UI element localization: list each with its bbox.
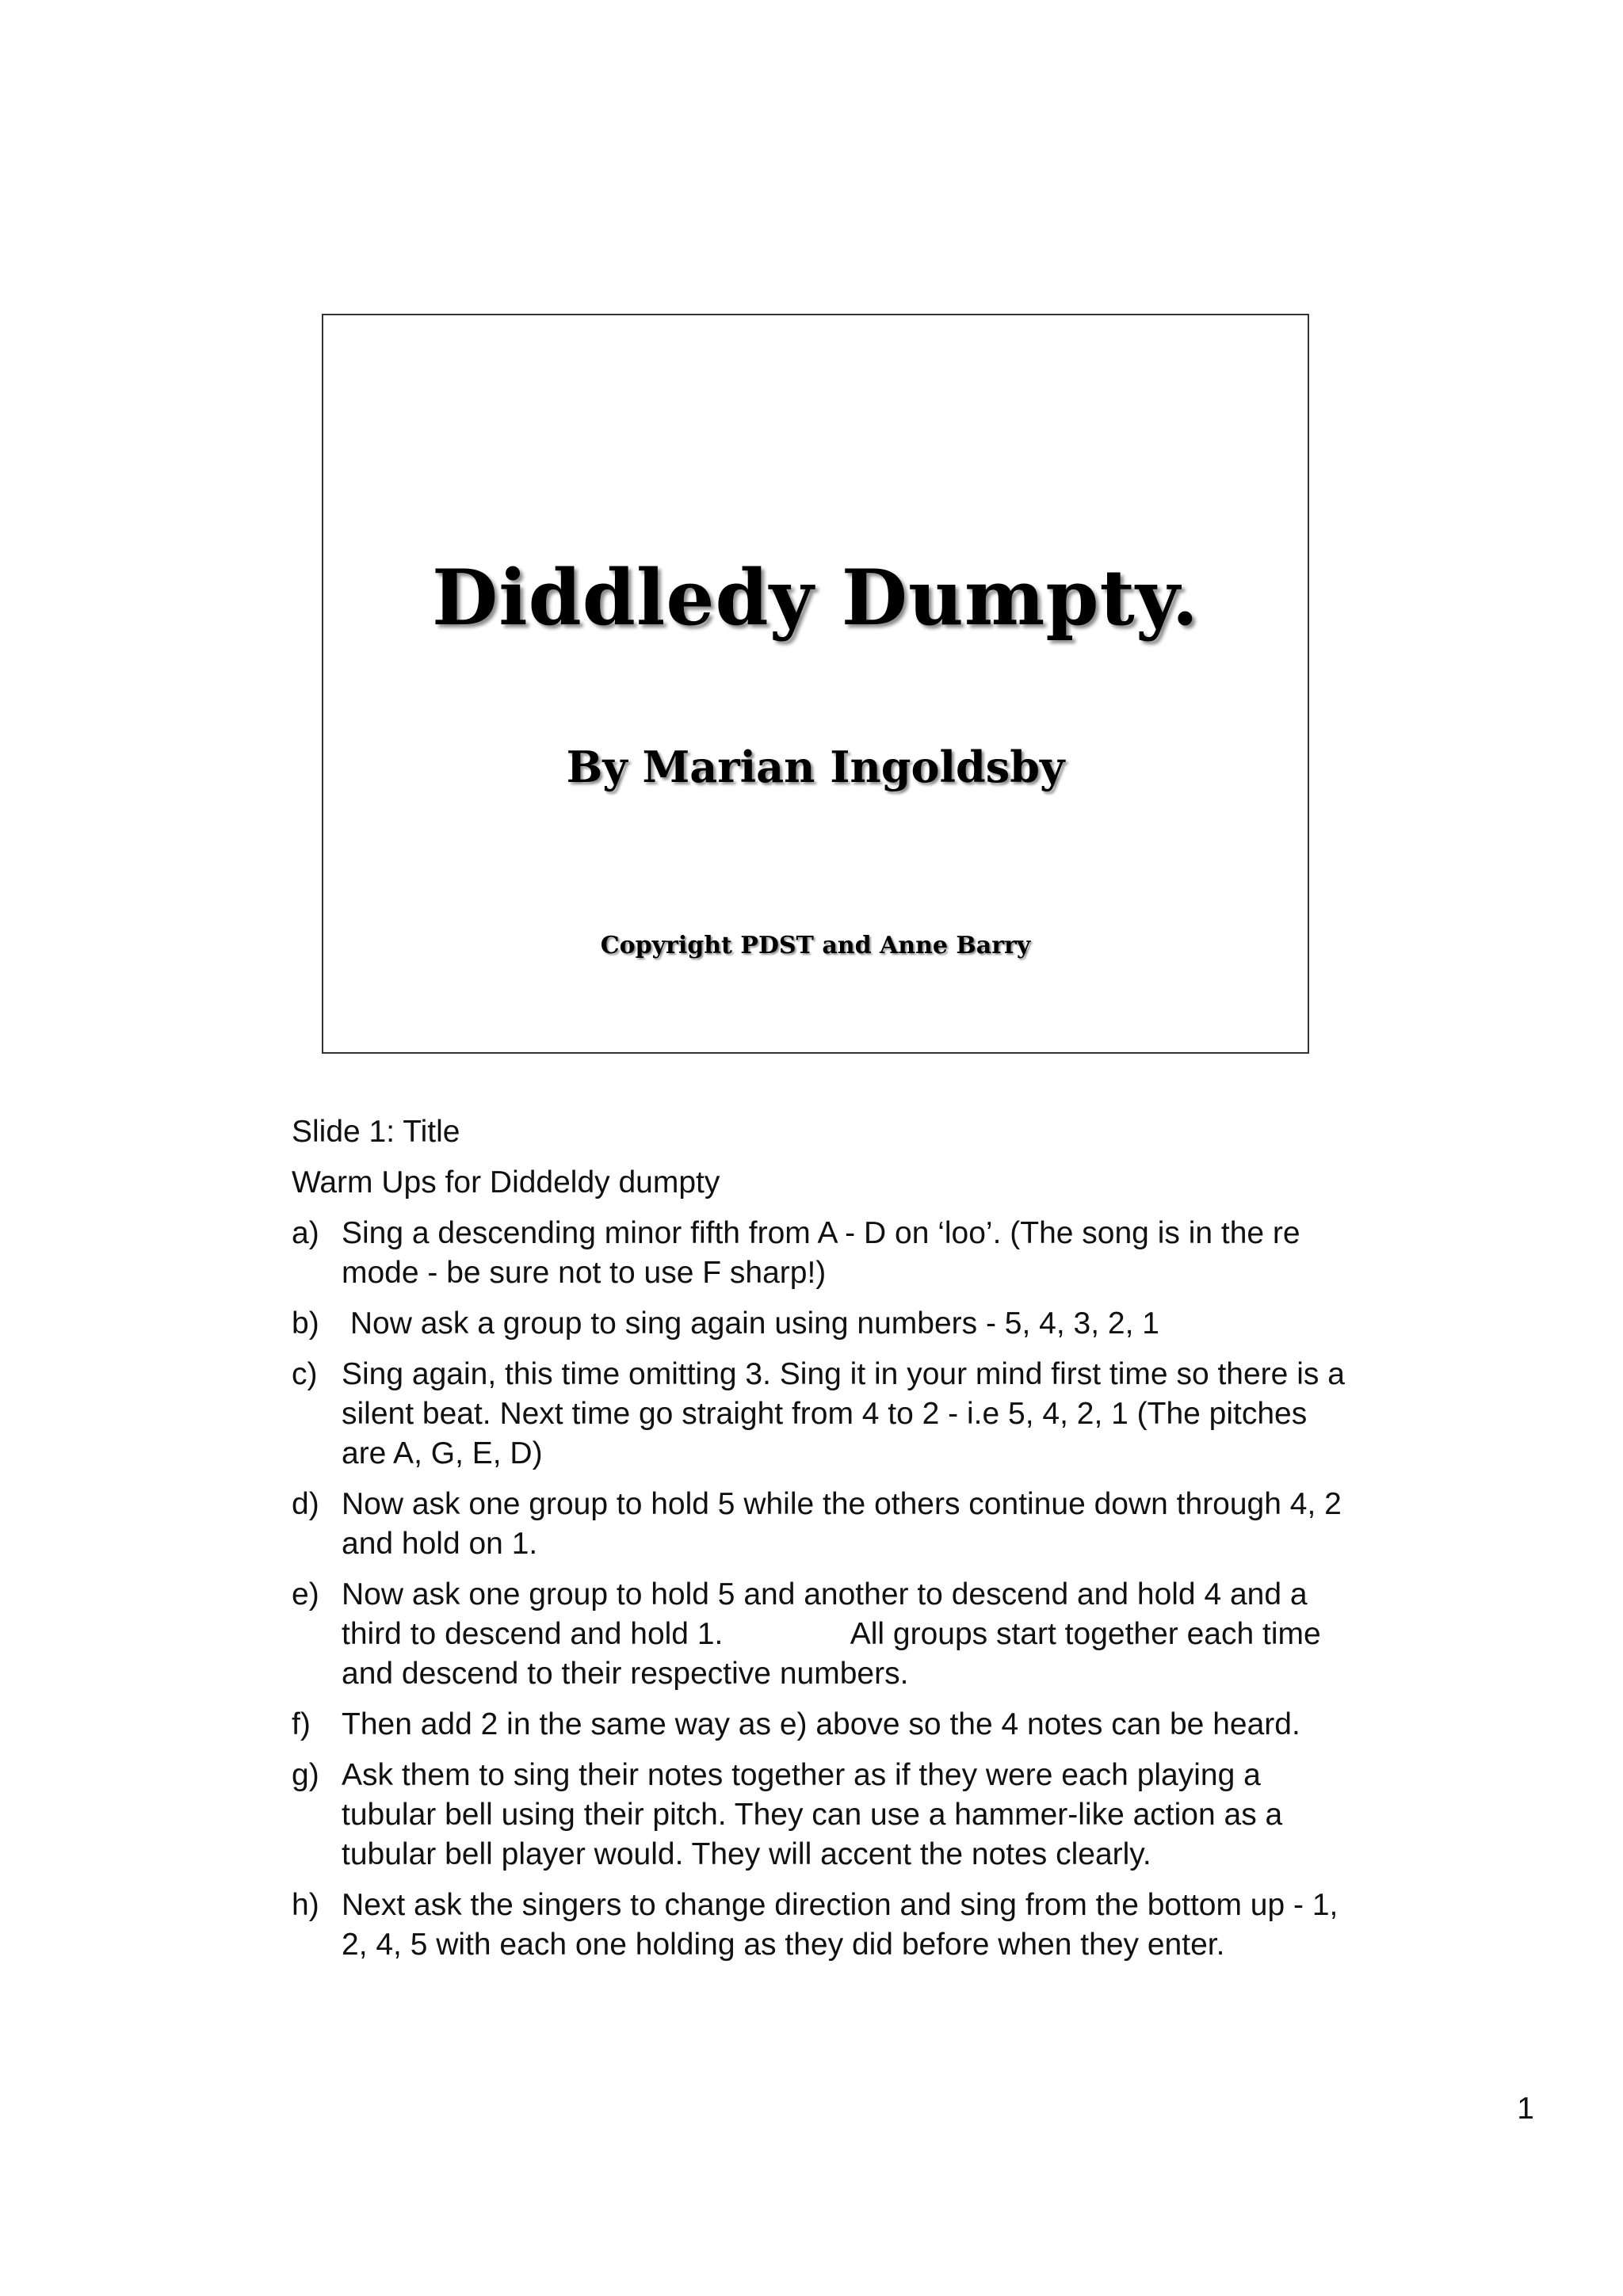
- list-item-text: Now ask one group to hold 5 and another to descend and hold 4 and a third to descend and hold 1. All groups start together each time and descend to their respective numbers.: [342, 1577, 1330, 1691]
- list-item: [292, 1886, 1354, 1965]
- list-marker: h): [292, 1888, 319, 1922]
- slide-thumbnail: [322, 314, 1309, 1054]
- list-item: [292, 1304, 1354, 1344]
- list-marker: e): [292, 1577, 319, 1611]
- list-item-text: Ask them to sing their notes together as if they were each playing a tubular bell using their pitch. They can use a hammer-like action as a tubular bell player would. They will accent the notes clearly.: [342, 1758, 1283, 1871]
- list-item: [292, 1485, 1354, 1564]
- slide-author: By Marian Ingoldsby: [566, 742, 1065, 792]
- list-marker: d): [292, 1487, 319, 1521]
- list-item-text: Sing a descending minor fifth from A - D on ‘loo’. (The song is in the re mode - be sure not to use F sharp!): [342, 1216, 1300, 1290]
- notes-heading: Warm Ups for Diddeldy dumpty: [292, 1165, 720, 1199]
- list-item-text: Now ask a group to sing again using numbers - 5, 4, 3, 2, 1: [342, 1306, 1159, 1341]
- list-marker: a): [292, 1216, 319, 1250]
- list-item: [292, 1355, 1354, 1474]
- list-item: [292, 1214, 1354, 1293]
- list-marker: c): [292, 1357, 318, 1391]
- list-item-text: Then add 2 in the same way as e) above so the 4 notes can be heard.: [342, 1707, 1300, 1741]
- slide-copyright: Copyright PDST and Anne Barry: [600, 932, 1031, 959]
- list-item-text: Now ask one group to hold 5 while the others continue down through 4, 2 and hold on 1.: [342, 1487, 1342, 1561]
- slide-label: Slide 1: Title: [292, 1115, 460, 1149]
- warm-up-list: [292, 1214, 1354, 1965]
- list-marker: b): [292, 1306, 319, 1341]
- list-item-text: Sing again, this time omitting 3. Sing it in your mind first time so there is a silent beat. Next time go straight from 4 to 2 - i.e 5, 4, 2, 1 (The pitches are A, G, E, D): [342, 1357, 1345, 1470]
- list-marker: f): [292, 1707, 311, 1741]
- list-item: [292, 1705, 1354, 1745]
- list-item-text: Next ask the singers to change direction and sing from the bottom up - 1, 2, 4, 5 with each one holding as they did before when they enter.: [342, 1888, 1338, 1962]
- list-item: [292, 1575, 1354, 1694]
- page-number: 1: [1517, 2092, 1534, 2126]
- slide-title: Diddledy Dumpty.: [431, 553, 1200, 643]
- list-marker: g): [292, 1758, 319, 1792]
- speaker-notes: [292, 1112, 1354, 1976]
- list-item: [292, 1756, 1354, 1875]
